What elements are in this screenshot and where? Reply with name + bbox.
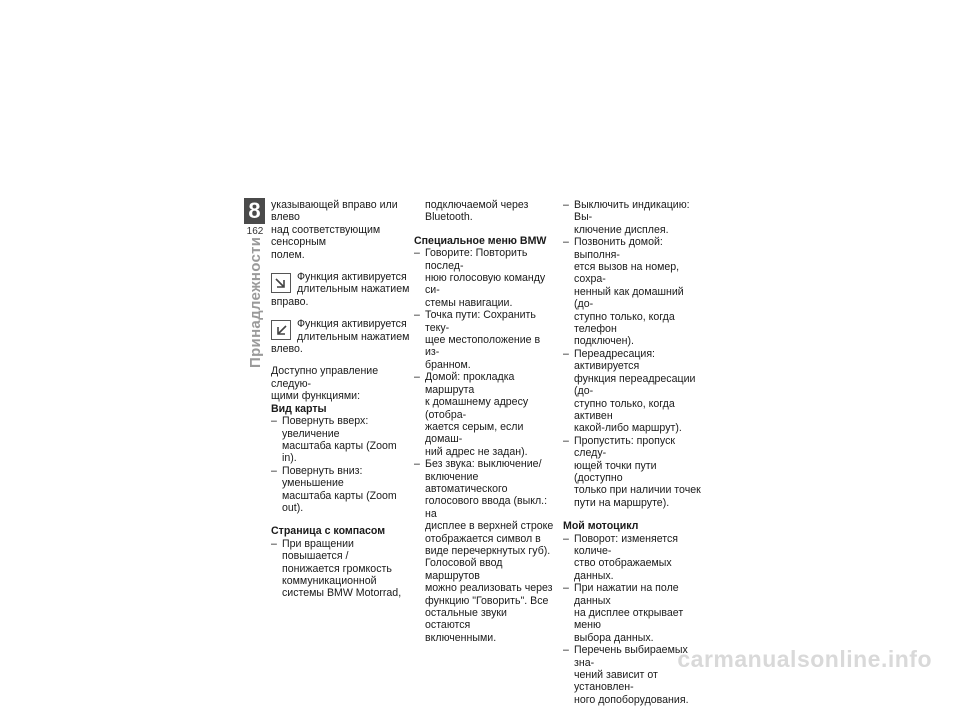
note-text: Функция активируется	[297, 318, 407, 331]
intro-line: полем.	[271, 248, 305, 261]
list-item: – Переадресация: активируется функция переадресации (до- ступно только, когда активен какой-либо маршрут).	[563, 348, 703, 435]
list-item: – Точка пути: Сохранить теку- щее местоположение в из- бранном.	[414, 309, 554, 371]
compass-list	[271, 538, 411, 600]
watermark-logo: carmanualsonline.info	[677, 646, 932, 672]
note-text: Функция активируется	[297, 271, 407, 284]
chapter-number: 8	[244, 198, 265, 224]
paragraph-line: щими функциями:	[271, 390, 361, 403]
functions-paragraph	[271, 365, 411, 402]
intro-line: указывающей вправо или влево	[271, 199, 398, 224]
note-right	[271, 271, 411, 308]
arrow-left-icon	[271, 320, 291, 340]
page-number: 162	[246, 226, 264, 237]
column-2	[414, 199, 554, 644]
list-item: – Повернуть вниз: уменьшение масштаба карты (Zoom out).	[271, 465, 411, 515]
list-item: – Выключить индикацию: Вы- ключение дисплея.	[563, 199, 703, 236]
arrow-right-icon	[271, 273, 291, 293]
list-item: – Домой: прокладка маршрута к домашнему адресу (отобра- жается серым, если домаш- ний адрес не задан).	[414, 371, 554, 458]
section-title: Принадлежности	[247, 236, 264, 368]
map-heading: Вид карты	[271, 402, 327, 415]
list-item: – Пропустить: пропуск следу- ющей точки пути (доступно только при наличии точек пути на маршруте).	[563, 435, 703, 509]
note-text: длительным нажатием	[297, 283, 410, 296]
map-list	[271, 415, 411, 514]
my-motorcycle-list	[563, 533, 703, 706]
note-text: влево.	[271, 343, 303, 356]
list-item: – Поворот: изменяется количе- ство отображаемых данных.	[563, 533, 703, 583]
list-item: – Позвонить домой: выполня- ется вызов на номер, сохра- ненный как домашний (до- ступно только, когда телефон подключен).	[563, 236, 703, 348]
list-item: – При нажатии на поле данных на дисплее открывает меню выбора данных.	[563, 582, 703, 644]
intro-line: над соответствующим сенсорным	[271, 223, 381, 249]
list-item: – Без звука: выключение/ включение автоматического голосового ввода (выкл.: на дисплее в верхней строке отображается символ в виде перечеркнутых губ). Голосовой ввод маршрутов можно реализовать через функцию "Говорить". Все остальные звуки остаются включенными.	[414, 458, 554, 644]
my-motorcycle-heading: Мой мотоцикл	[563, 520, 639, 533]
compass-heading: Страница с компасом	[271, 525, 386, 538]
paragraph-line: подключаемой через	[425, 199, 529, 211]
note-text: длительным нажатием	[297, 330, 410, 343]
list-item: – Повернуть вверх: увеличение масштаба карты (Zoom in).	[271, 415, 411, 465]
list-item: – Перечень выбираемых зна- чений зависит от установлен- ного допоборудования.	[563, 644, 703, 706]
paragraph-line: Доступно управление следую-	[271, 365, 379, 390]
special-menu-heading: Специальное меню BMW	[414, 234, 547, 247]
column-1	[271, 199, 411, 600]
continuation	[414, 199, 554, 224]
paragraph-line: Bluetooth.	[425, 211, 473, 224]
column-3	[563, 199, 703, 706]
list-item: – Говорите: Повторить послед- нюю голосовую команду си- стемы навигации.	[414, 247, 554, 309]
note-left	[271, 318, 411, 355]
list-item: – При вращении повышается / понижается громкость коммуникационной системы BMW Motorrad,	[271, 538, 411, 600]
special-menu-list	[414, 247, 554, 644]
functions-list	[563, 199, 703, 509]
note-text: вправо.	[271, 295, 309, 308]
